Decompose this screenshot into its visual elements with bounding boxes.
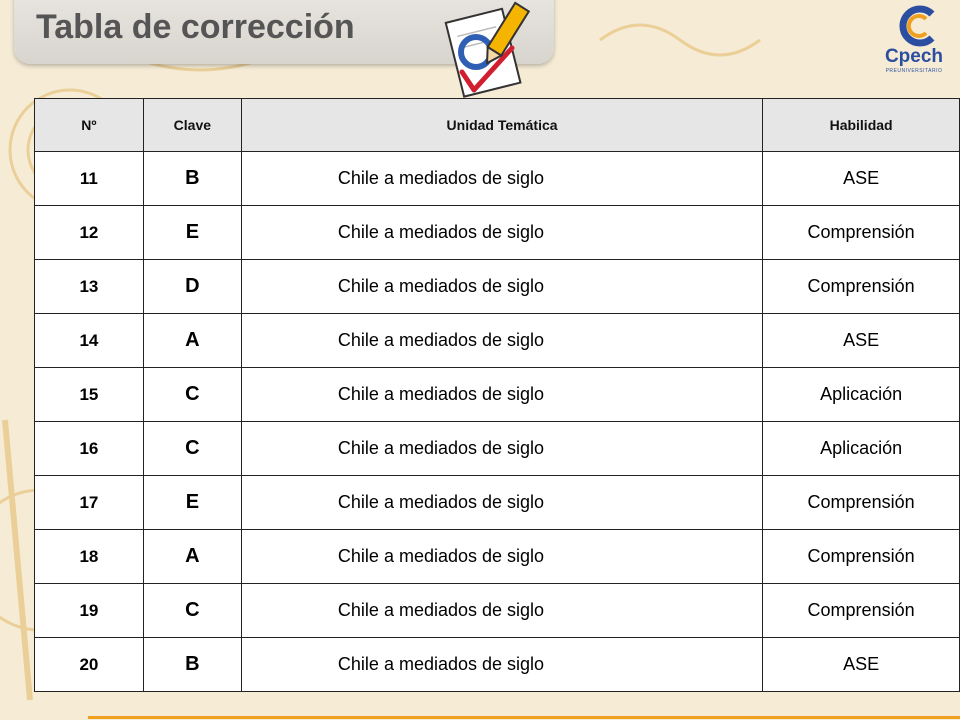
table-row <box>35 584 960 638</box>
thematic-unit: Chile a mediados de siglo <box>241 152 762 206</box>
question-number: 14 <box>35 314 144 368</box>
skill: Comprensión <box>763 260 960 314</box>
answer-key: E <box>143 206 241 260</box>
answer-key: A <box>143 314 241 368</box>
skill: Comprensión <box>763 584 960 638</box>
question-number: 19 <box>35 584 144 638</box>
question-number: 11 <box>35 152 144 206</box>
thematic-unit: Chile a mediados de siglo <box>241 314 762 368</box>
thematic-unit: Chile a mediados de siglo <box>241 422 762 476</box>
skill: ASE <box>763 638 960 692</box>
thematic-unit: Chile a mediados de siglo <box>241 368 762 422</box>
correction-table <box>34 98 960 692</box>
table-row <box>35 422 960 476</box>
skill: Comprensión <box>763 530 960 584</box>
answer-key: A <box>143 530 241 584</box>
skill: Aplicación <box>763 368 960 422</box>
thematic-unit: Chile a mediados de siglo <box>241 260 762 314</box>
table-row <box>35 368 960 422</box>
table-row <box>35 530 960 584</box>
logo-text: Cpech <box>884 46 944 67</box>
pencil-checkmark-icon <box>440 0 532 104</box>
question-number: 16 <box>35 422 144 476</box>
table-row <box>35 314 960 368</box>
question-number: 12 <box>35 206 144 260</box>
skill: Comprensión <box>763 476 960 530</box>
answer-key: D <box>143 260 241 314</box>
question-number: 17 <box>35 476 144 530</box>
skill: ASE <box>763 152 960 206</box>
header-number: Nº <box>35 99 144 152</box>
page-title: Tabla de corrección <box>36 8 355 46</box>
skill: Comprensión <box>763 206 960 260</box>
thematic-unit: Chile a mediados de siglo <box>241 638 762 692</box>
header-key: Clave <box>143 99 241 152</box>
answer-key: B <box>143 638 241 692</box>
thematic-unit: Chile a mediados de siglo <box>241 584 762 638</box>
table-row <box>35 476 960 530</box>
question-number: 20 <box>35 638 144 692</box>
header-unit: Unidad Temática <box>241 99 762 152</box>
bottom-accent-line <box>88 716 960 719</box>
table-row <box>35 260 960 314</box>
thematic-unit: Chile a mediados de siglo <box>241 206 762 260</box>
question-number: 18 <box>35 530 144 584</box>
question-number: 13 <box>35 260 144 314</box>
table-row <box>35 638 960 692</box>
table-row <box>35 152 960 206</box>
cpech-c-icon <box>896 4 940 48</box>
answer-key: C <box>143 422 241 476</box>
header-skill: Habilidad <box>763 99 960 152</box>
thematic-unit: Chile a mediados de siglo <box>241 530 762 584</box>
question-number: 15 <box>35 368 144 422</box>
cpech-logo <box>874 4 954 74</box>
answer-key: E <box>143 476 241 530</box>
thematic-unit: Chile a mediados de siglo <box>241 476 762 530</box>
answer-key: B <box>143 152 241 206</box>
skill: ASE <box>763 314 960 368</box>
skill: Aplicación <box>763 422 960 476</box>
logo-tagline: PREUNIVERSITARIO <box>885 68 943 74</box>
answer-key: C <box>143 368 241 422</box>
table-row <box>35 206 960 260</box>
table-header-row <box>35 99 960 152</box>
answer-key: C <box>143 584 241 638</box>
